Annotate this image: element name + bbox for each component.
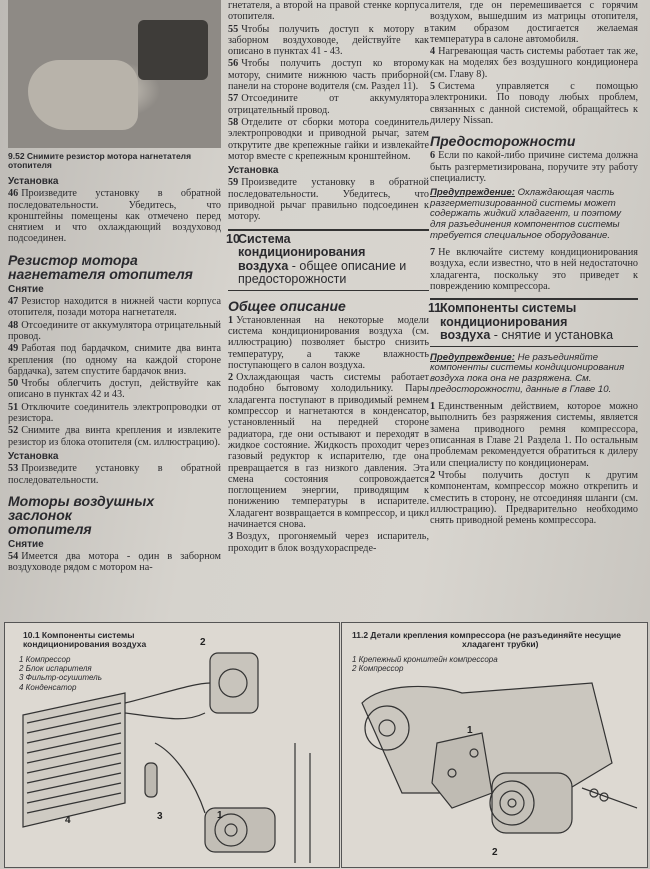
warning-note <box>430 188 638 241</box>
section-number: 10 <box>226 231 240 246</box>
title-line: Компоненты системы <box>440 301 577 316</box>
para-number: 51 <box>8 401 19 413</box>
para-number: 3 <box>228 531 234 543</box>
title-line: нагнетателя отопителя <box>8 265 193 282</box>
figure-compressor-mounting <box>341 622 648 868</box>
callout-2: 2 <box>200 637 206 648</box>
section-title-flap-motors <box>8 494 221 536</box>
figures-row <box>0 618 650 869</box>
precautions-heading: Предосторожности <box>430 133 576 150</box>
para-number: 48 <box>8 319 19 331</box>
paragraph-54 <box>8 551 221 574</box>
para-number: 5 <box>430 81 436 93</box>
para-text: Снимите два винта крепления и извлеките резистор из блока отопителя (см. иллюстрацию). <box>8 425 221 448</box>
general-description-heading: Общее описание <box>228 297 346 314</box>
resistor-photo <box>8 0 221 148</box>
para-text: Работая под бардачком, снимите два винта крепления (по одному на каждой стороне бардачка), затем спустите бардачок вниз. <box>8 343 221 377</box>
evaporator-illustration <box>210 653 258 713</box>
para-number: 54 <box>8 551 19 563</box>
figure-title-line: хладагент трубки) <box>462 639 539 649</box>
warning-label: Предупреждение: <box>430 351 515 363</box>
photo-hand-shape <box>28 60 138 130</box>
para-number: 53 <box>8 463 19 475</box>
para-text: Охлаждающая часть системы работает подобно бытовому холодильнику. Пары хладагента поступают в приводимый ремнем компрессор и нагнетаются в конденсатор, установленный на передней стороне радиатора, где они остывают и переходят в жидкое состояние. Жидкость проходит через газовый редуктор к испарителю, где она превращается в газ низкого давления. Эта смена состояния сопровождается поглощением энергии, приводящим к понижению температуры в испарителе. Хладагент возвращается в компрессор, и цикл начинается снова. <box>228 372 429 530</box>
para-number: 58 <box>228 116 239 128</box>
title-bold-part: воздуха <box>238 258 289 273</box>
legend-item: 2 Блок испарителя <box>19 664 92 674</box>
filter-dryer-illustration <box>145 763 157 797</box>
para-text: Резистор находится в нижней части корпуса отопителя, позади мотора нагнетателя. <box>8 296 221 319</box>
paragraph-7 <box>430 247 638 292</box>
install-heading: Установка <box>228 165 279 177</box>
install-heading: Установка <box>8 450 59 462</box>
title-light-part: - общее описание и предосторожности <box>238 258 407 287</box>
paragraph-57 <box>228 93 429 116</box>
title-line <box>440 329 638 343</box>
figure-title-line: кондиционирования воздуха <box>23 639 147 649</box>
photo-caption: 9.52 Снимите резистор мотора нагнетателя отопителя <box>8 151 192 170</box>
paragraph-q2 <box>430 470 638 526</box>
para-text: Если по какой-либо причине система должна быть разгерметизирована, поручите эту работу специалисту. <box>430 150 638 184</box>
para-text: Отделите от сборки мотора соединитель электропроводки и приводной рычаг, затем открутите две крепежные гайки и извлекайте мотор вместе с крепежным кронштейном. <box>228 116 429 162</box>
paragraph-g2 <box>228 372 429 530</box>
para-text: Не включайте систему кондиционирования воздуха, если известно, что в ней недостаточно хладагента, поскольку это приведет к повреждению компрессора. <box>430 247 638 293</box>
paragraph-58 <box>228 117 429 162</box>
removal-heading: Снятие <box>8 283 44 295</box>
para-text: Произведите установку в обратной последовательности. <box>8 463 221 486</box>
warning-text: Охлаждающая часть разгерметизированной системы может содержать жидкий хладагент, и поэтому для разъединения компонентов системы требуется специальное оборудование. <box>430 187 622 241</box>
legend-item: 2 Компрессор <box>352 664 404 674</box>
mounting-bracket-illustration <box>432 733 492 808</box>
paragraph-53 <box>8 463 221 486</box>
section-10-title <box>228 229 429 291</box>
para-number: 59 <box>228 177 239 189</box>
paragraph-g3 <box>228 531 429 554</box>
paragraph-52 <box>8 425 221 448</box>
para-number: 6 <box>430 150 436 162</box>
install-heading: Установка <box>8 176 59 187</box>
paragraph-continued: лителя, где он перемешивается с горячим воздухом, вышедшим из матрицы отопителя, таким образом достигается желаемая температура в салоне автомобиля. <box>430 0 638 45</box>
condenser-illustration <box>23 693 125 827</box>
compressor-illustration <box>490 773 572 833</box>
section-number: 11 <box>428 301 442 316</box>
title-line: Система <box>238 231 291 246</box>
title-line: кондиционирования <box>238 245 366 260</box>
para-text: Воздух, прогоняемый через испаритель, проходит в блок воздухораспреде- <box>228 531 429 554</box>
title-line: Резистор мотора <box>8 251 138 268</box>
paragraph-47 <box>8 296 221 319</box>
legend-item: 4 Конденсатор <box>19 682 77 692</box>
paragraph-48 <box>8 320 221 343</box>
para-text: Имеется два мотора - один в заборном воздуховоде рядом с мотором на- <box>8 551 221 574</box>
column-1 <box>8 0 221 575</box>
paragraph-50 <box>8 378 221 401</box>
column-3 <box>430 0 638 527</box>
para-text: Отключите соединитель электропроводки от резистора. <box>8 401 221 425</box>
ac-components-drawing <box>5 623 339 867</box>
figure-title-line: 11.2 Детали крепления компрессора (не разъединяйте несущие <box>352 630 622 640</box>
para-number: 50 <box>8 378 19 390</box>
paragraph-5 <box>430 81 638 126</box>
para-number: 1 <box>430 401 436 413</box>
figure-ac-components <box>4 622 340 868</box>
paragraph-q1 <box>430 401 638 469</box>
callout-4: 4 <box>65 815 71 826</box>
title-line: Моторы воздушных заслонок <box>8 492 155 523</box>
para-number: 4 <box>430 46 436 58</box>
figure-title-line: 10.1 Компоненты системы <box>23 630 135 640</box>
para-number: 7 <box>430 247 436 259</box>
paragraph-continued: гнетателя, а второй на правой стенке корпуса отопителя. <box>228 0 429 23</box>
para-number: 2 <box>228 372 234 384</box>
para-text: Установленная на некоторые модели система кондиционирования воздуха (см. иллюстрацию) позволяет быстро снизить температуру, а также влажность поступающего в салон воздуха. <box>228 314 429 371</box>
warning-note <box>430 353 638 395</box>
para-text: Отсоедините от аккумулятора отрицательный провод. <box>8 319 221 342</box>
para-number: 52 <box>8 425 19 437</box>
paragraph-g1 <box>228 315 429 371</box>
removal-heading: Снятие <box>8 538 44 550</box>
title-light-part: - снятие и установка <box>490 328 614 343</box>
warning-text: Не разъединяйте компоненты системы кондиционирования воздуха пока она не разряжена. См. предосторожности, данные в Главе 10. <box>430 351 625 395</box>
paragraph-6 <box>430 150 638 184</box>
para-text: Нагревающая часть системы работает так же, как на моделях без воздушного кондиционера (см. Главу 8). <box>430 46 638 80</box>
para-text: Единственным действием, которое можно выполнить без разряжения системы, является замена приводного ремня компрессора, описанная в Главе 21 Раздела 1. По остальным проблемам рекомендуется обратиться к дилеру или специалисту по кондиционерам. <box>430 401 638 469</box>
para-number: 55 <box>228 23 239 35</box>
para-text: Чтобы получить доступ к другим компонентам, компрессор можно открепить и сместить в сторону, не отсоединяя шланги (см. иллюстрацию). Предварительно необходимо снять приводной ремень компрессора. <box>430 469 638 527</box>
title-bold-part: воздуха <box>440 328 491 343</box>
paragraph-49 <box>8 343 221 377</box>
paragraph-4 <box>430 46 638 80</box>
paragraph-55 <box>228 24 429 58</box>
paragraph-59 <box>228 177 429 222</box>
legend-item: 1 Крепежный кронштейн компрессора <box>352 655 498 664</box>
para-number: 2 <box>430 469 436 481</box>
para-number: 57 <box>228 93 239 105</box>
para-text: Система управляется с помощью электроники. По поводу любых проблем, связанных с данной системой, обращайтесь к дилеру Nissan. <box>430 81 638 126</box>
title-line: отопителя <box>8 520 92 537</box>
legend-item: 1 Компрессор <box>19 655 71 664</box>
para-text: Чтобы получить доступ ко второму мотору, снимите нижнюю часть приборной панели на стороне водителя (см. Раздел 11). <box>228 58 429 93</box>
para-number: 56 <box>228 58 239 70</box>
compressor-mounting-drawing <box>342 623 647 867</box>
compressor-illustration <box>205 808 275 852</box>
paragraph-51 <box>8 402 221 425</box>
paragraph-56 <box>228 58 429 92</box>
callout-2: 2 <box>492 847 498 858</box>
para-text: Произведите установку в обратной последовательности. Убедитесь, что приводной рычаг правильно подсоединен к мотору. <box>228 177 429 223</box>
callout-1: 1 <box>467 725 473 736</box>
legend-item: 3 Фильтр-осушитель <box>19 673 102 683</box>
callout-3: 3 <box>157 811 163 822</box>
title-line: кондиционирования <box>440 314 568 329</box>
para-number: 1 <box>228 314 234 326</box>
para-text: Отсоедините от аккумулятора отрицательный провод. <box>228 93 429 116</box>
para-text: Произведите установку в обратной последовательности. Убедитесь, что кронштейны помещены как отмечено перед снятием и что охлаждающий воздуховод подсоединен. <box>8 188 221 245</box>
callout-1: 1 <box>217 810 223 821</box>
column-2 <box>228 0 429 555</box>
paragraph-46 <box>8 188 221 244</box>
para-text: Чтобы получить доступ к мотору в заборном воздуховоде, действуйте как описано в пунктах 41 - 43. <box>228 23 429 58</box>
bolt-illustration <box>582 788 637 808</box>
warning-label: Предупреждение: <box>430 187 515 199</box>
photo-bracket-shape <box>138 20 208 80</box>
para-text: Чтобы облегчить доступ, действуйте как описано в пунктах 42 и 43. <box>8 378 221 401</box>
section-title-resistor <box>8 253 221 281</box>
title-line <box>238 260 429 287</box>
para-number: 46 <box>8 188 19 200</box>
section-11-title <box>430 298 638 347</box>
para-number: 47 <box>8 296 19 308</box>
para-number: 49 <box>8 343 19 355</box>
